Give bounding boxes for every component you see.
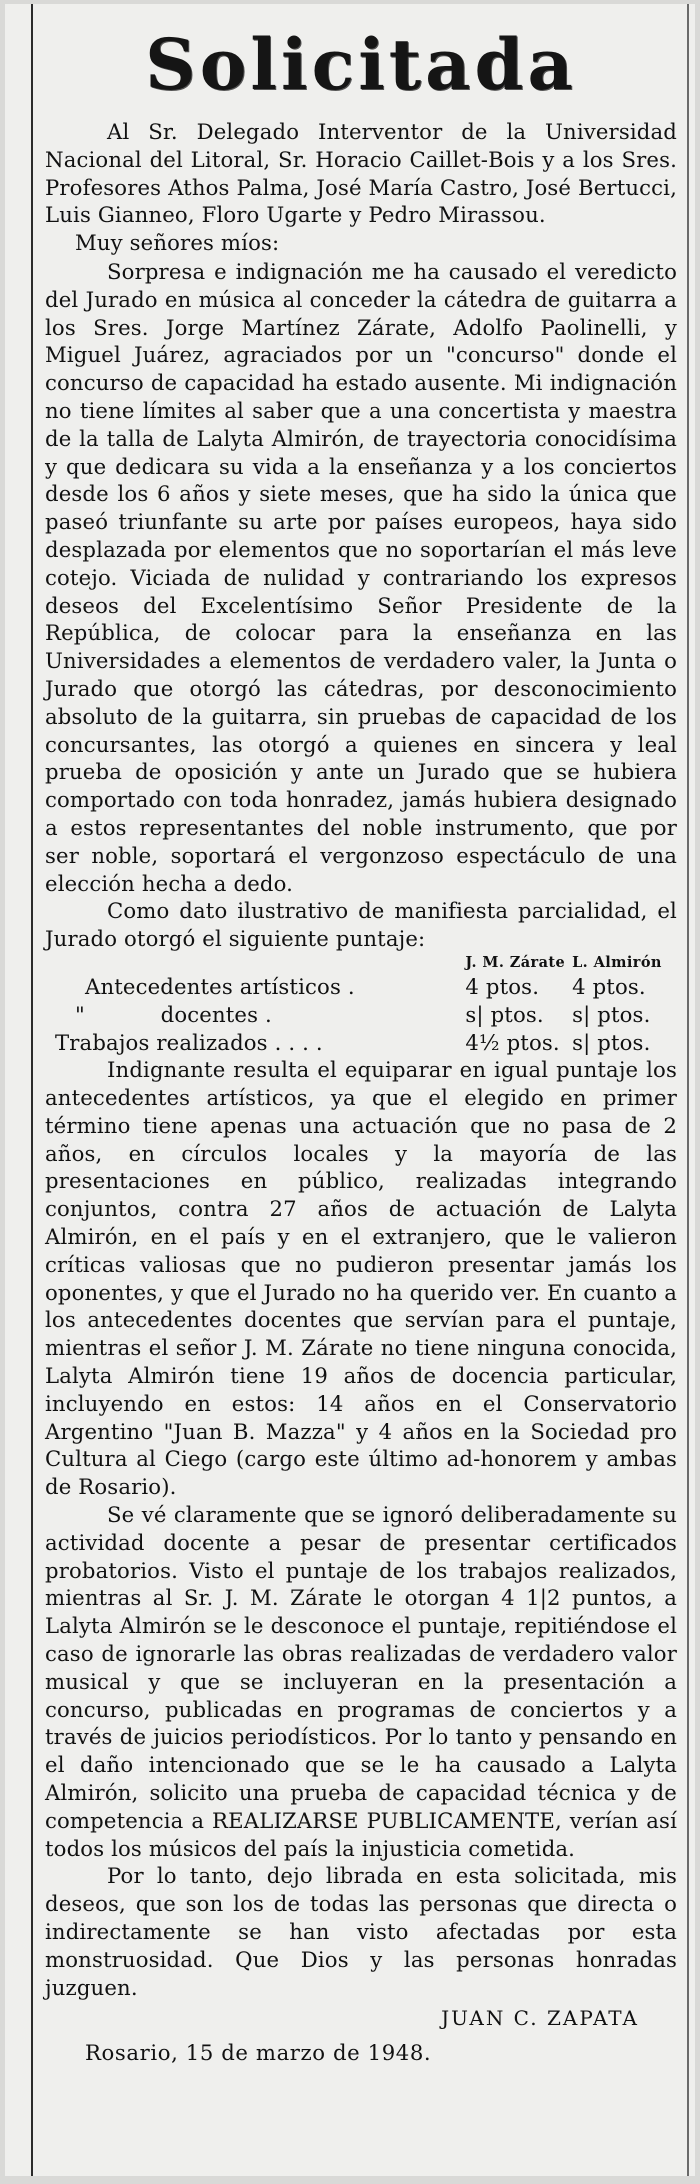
score-row xyxy=(45,973,677,1001)
body-paragraph-5: Por lo tanto, dejo librada en esta solicitada, mis deseos, que son los de todas las personas que directa o indirectamente se han visto afectadas por esta monstruosidad. Que Dios y las personas honradas juzguen. xyxy=(45,1863,677,2000)
score-criterion: Antecedentes artísticos . xyxy=(85,973,355,999)
headline-title: Solicitada xyxy=(145,23,577,106)
score-almiron: s| ptos. xyxy=(572,1001,651,1027)
score-row xyxy=(45,1001,677,1029)
clipping-body xyxy=(45,4,677,2176)
score-criterion: " docentes . xyxy=(75,1001,272,1027)
address-paragraph: Al Sr. Delegado Interventor de la Universidad Nacional del Litoral, Sr. Horacio Caillet-Bois y a los Sres. Profesores Athos Palma, José María Castro, José Bertucci, Luis Gianneo, Floro Ugarte y Pedro Mirassou. xyxy=(45,119,677,228)
score-almiron: 4 ptos. xyxy=(572,973,646,999)
body-paragraph-2: Como dato ilustrativo de manifiesta parcialidad, el Jurado otorgó el siguiente puntaje: xyxy=(45,898,677,952)
greeting: Muy señores míos: xyxy=(75,230,280,256)
score-header-zarate: J. M. Zárate xyxy=(465,953,566,971)
score-table-header-row xyxy=(45,953,677,973)
newspaper-clipping xyxy=(5,4,695,2176)
body-paragraph-1: Sorpresa e indignación me ha causado el veredicto del Jurado en música al conceder la cátedra de guitarra a los Sres. Jorge Martínez Zárate, Adolfo Paolinelli, y Miguel Juárez, agraciados por un "concurso" donde el concurso de capacidad ha estado ausente. Mi indignación no tiene límites al saber que a una concertista y maestra de la talla de Lalyta Almirón, de trayectoria conocidísima y que dedicara su vida a la enseñanza y a los conciertos desde los 6 años y siete meses, que ha sido la única que paseó triunfante su arte por países europeos, haya sido desplazada por elementos que no soportarían el más leve cotejo. Viciada de nulidad y contrariando los expresos deseos del Excelentísimo Señor Presidente de la República, de colocar para la enseñanza en las Universidades a elementos de verdadero valer, la Junta o Jurado que otorgó las cátedras, por desconocimiento absoluto de la guitarra, sin pruebas de capacidad de los concursantes, las otorgó a quienes en sincera y leal prueba de oposición y ante un Jurado que se hubiera comportado con toda honradez, jamás hubiera designado a estos representantes del noble instrumento, que por ser noble, soportará el vergonzoso espectáculo de una elección hecha a dedo. xyxy=(45,258,677,896)
signature: JUAN C. ZAPATA xyxy=(441,2006,639,2031)
left-column-rule xyxy=(31,4,33,2176)
score-header-almiron: L. Almirón xyxy=(572,953,662,971)
score-criterion: Trabajos realizados . . . . xyxy=(55,1029,323,1055)
body-paragraph-4: Se vé claramente que se ignoró deliberadamente su actividad docente a pesar de presentar certificados probatorios. Visto el puntaje de los trabajos realizados, mientras al Sr. J. M. Zárate le otorgan 4 1|2 puntos, a Lalyta Almirón se le desconoce el puntaje, repitiéndose el caso de ignorarle las obras realizadas de verdadero valor musical y que se incluyeran en la presentación a concurso, publicadas en programas de conciertos y a través de juicios periodísticos. Por lo tanto y pensando en el daño intencionado que se le ha causado a Lalyta Almirón, solicito una prueba de capacidad técnica y de competencia a REALIZARSE PUBLICAMENTE, verían así todos los músicos del país la injusticia cometida. xyxy=(45,1502,677,1861)
score-zarate: 4 ptos. xyxy=(465,973,540,999)
score-zarate: 4½ ptos. xyxy=(465,1029,560,1055)
right-column-rule xyxy=(687,4,689,2176)
score-table xyxy=(45,953,677,1056)
score-zarate: s| ptos. xyxy=(465,1001,544,1027)
body-paragraph-3: Indignante resulta el equiparar en igual puntaje los antecedentes artísticos, ya que el elegido en primer término tiene apenas una actuación que no pasa de 2 años, en círculos locales y la mayoría de las presentaciones en público, realizadas integrando conjuntos, contra 27 años de actuación de Lalyta Almirón, en el país y en el extranjero, que le valieron críticas valiosas que no pudieron presentar jamás los oponentes, y que el Jurado no ha querido ver. En cuanto a los antecedentes docentes que servían para el puntaje, mientras el señor J. M. Zárate no tiene ninguna conocida, Lalyta Almirón tiene 19 años de docencia particular, incluyendo en estos: 14 años en el Conservatorio Argentino "Juan B. Mazza" y 4 años en la Sociedad pro Cultura al Ciego (cargo este último ad-honorem y ambas de Rosario). xyxy=(45,1057,677,1500)
score-row xyxy=(45,1029,677,1057)
score-almiron: s| ptos. xyxy=(572,1029,651,1055)
score-header-blank xyxy=(45,953,465,973)
place-and-date: Rosario, 15 de marzo de 1948. xyxy=(85,2040,432,2066)
